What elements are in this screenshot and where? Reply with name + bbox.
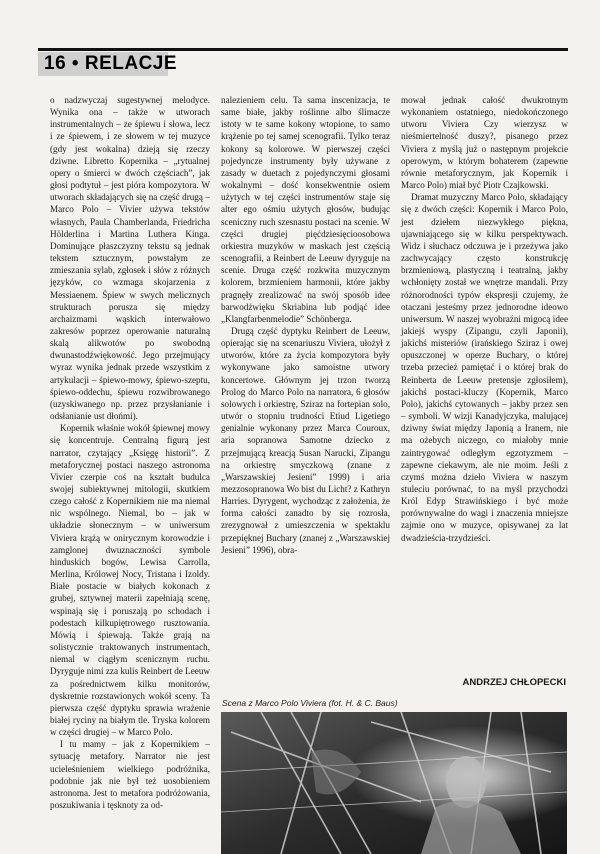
column-2 [221,94,390,556]
stage-photo-image [221,712,567,854]
page-header: 16 • RELACJE [44,53,178,74]
stage-photo [221,712,567,854]
paragraph: mował jednak całość dwukrotnym wykonaniem ostatniego, niedokończonego utworu Viviera Czy wierzysz w nieśmiertelność duszy?, pisanego przez Viviera z myślą już o następnym projekcie operowym, w którym bohaterem (zapewne równie metaforycznym, jak Kopernik i Marco Polo) miał być Piotr Czajkowski. [401,95,568,191]
column-1 [50,94,210,811]
paragraph: nalezieniem celu. Ta sama inscenizacja, te same białe, jakby roślinne albo ślimacze istoty w te same kokony wtopione, to samo krążenie po tej samej scenografii. Tylko teraz kokony są kolorowe. W pierwszej części pojedyncze instrumenty były używane z zasady w duetach z pojedynczymi głosami wokalnymi – dość konsekwentnie osiem użytych w tej części instrumentów staje się alter ego ośmiu użytych głosów, budując sceniczny ruch szesnastu postaci na scenie. W części drugiej pięćdziesięcioosobowa orkiestra muzyków w maskach jest częścią scenografii, a Reinbert de Leeuw dyryguje na scenie. Druga część rozkwita muzycznym kolorem, brzmieniem harmonii, które jakby pragnęły zrealizować na swój sposób idee barwodźwięku Skriabina lub podjąć idee „Klangfarbenmelodie” Schönberga. [221,95,390,324]
header-rule [38,48,568,51]
photo-caption: Scena z Marco Polo Viviera (fot. H. & C. Baus) [222,698,398,708]
column-3 [401,94,568,544]
paragraph: Drugą część dyptyku Reinbert de Leeuw, opierając się na scenariuszu Viviera, ułożył z utworów, które za życia kompozytora były wykonywane jako samoistne utwory koncertowe. Głównym jej trzon tworzą Prolog do Marco Polo na narratora, 6 głosów solowych i orkiestrę, Sziraz na fortepian solo, utwór o stopniu trudności Etiud Ligetiego genialnie wykonany przez Marca Couroux, aria sopranowa Samotne dziecko z przejmującą kreacją Susan Narucki, Zipangu na orkiestrę smyczkową (znane z „Warszawskiej Jesieni” 1999) i aria mezzosopranowa Wo bist du Licht? z Kathryn Harries. Dyrygent, wychodząc z założenia, że forma całości zanadto by się rozrosła, zrezygnował z umieszczenia w spektaklu przepięknej Buchary (znanej z „Warszawskiej Jesieni” 1996), obra- [221,325,390,555]
author-signature: ANDRZEJ CHŁOPECKI [462,677,566,688]
paragraph: I tu mamy – jak z Kopernikiem – sytuację metafory. Narrator nie jest ucieleśnieniem wielkiego podróżnika, podobnie jak nie był też uosobieniem astronoma. Jest to metafora podróżowania, poszukiwania i tęsknoty za od- [50,739,210,811]
paragraph: Kopernik właśnie wokół śpiewnej mowy się koncentruje. Centralną figurą jest narrator, czytający „Księgę historii”. Z metaforycznej postaci naszego astronoma Vivier czerpie coś na kształt budulca swojej subiektywnej mitologii, skutkiem czego całość z Kopernikiem nie ma niemal nic wspólnego. Niemal, bo – jak w układzie słonecznym – w uniwersum Viviera krążą w onirycznym korowodzie i zamglonej dwuznaczności symbole hinduskich bogów, Lewisa Carrolla, Merlina, Królowej Nocy, Tristana i Izoldy. Białe postacie w białych kokonach z grubej, sztywnej materii zapełniają scenę, wspinają się i poruszają po schodach i podestach kilkupiętrowego rusztowania. Mówią i śpiewają. Także grają na solistycznie traktowanych instrumentach, niemal w ciągłym scenicznym ruchu. Dyryguje nimi zza kulis Reinbert de Leeuw za pośrednictwem kilku monitorów, dyskretnie rozstawionych wokół sceny. Ta pierwsza część dyptyku sprawia wrażenie białej ryciny na białym tle. Tryska kolorem w części drugiej – w Marco Polo. [50,423,210,738]
paragraph: Dramat muzyczny Marco Polo, składający się z dwóch części: Kopernik i Marco Polo, jest dziełem niezwykłego piękna, ujawniającego się w kilku perspektywach. Widz i słuchacz odczuwa je i przeżywa jako zachwycający często konstrukcję brzmieniową, plastyczną i teatralną, jakby wchłonięty został we wnętrze mandali. Przy różnorodności typów ekspresji czujemy, że otaczani jesteśmy przez jednorodne ideowo uniwersum. W naszej wyobraźni migocą idee jakiejś wyspy (Zipangu, czyli Japonii), jakichś misteriów (irańskiego Sziraz i owej opuszczonej w operze Buchary, o której trzeba przecież pamiętać i o której brak do Reinberta de Leeuw pretensje zgłosiłem), jakichś postaci-kluczy (Kopernik, Marco Polo), jakichś cytowanych – jakby przez sen – symboli. W wizji Kanadyjczyka, malującej dziwny świat między Japonią a Iranem, nie ma ożebych niczego, co miałoby mnie zaintrygować odległym egzotyzmem – zapewne ciekawym, ale nie moim. Jeśli z czymś można dzieło Viviera w naszym stuleciu porównać, to na myśl przychodzi Król Edyp Strawińskiego i być może porównywalne do wagi i znaczenia mniejsze zajmie ono w muzyce, opisywanej za lat dwadzieścia-trzydzieści. [401,192,568,543]
paragraph: o nadzwyczaj sugestywnej melodyce. Wynika ona – także w utworach instrumentalnych – ze śpiewu i słowa, lecz i ze śpiewem, i ze słowem w tej muzyce (gdy jest wokalna) dzieją się rzeczy dziwne. Libretto Kopernika – „rytualnej opery o śmierci w dwóch częściach”, jak głosi podtytuł – jest pióra kompozytora. W utworach składających się na część drugą – Marco Polo – Vivier używa tekstów własnych, Paula Chamberlanda, Friedricha Hölderlina i Martina Luthera Kinga. Dominujące płaszczyzny tekstu są jednak tekstem sztucznym, powstałym ze zmieszania sylab, zgłosek i słów z różnych języków, co wzmaga skojarzenia z Messiaenem. Śpiew w swych melicznych strukturach porusza się między archaizmami wąskich interwałowo zakresów poprzez operowanie naturalną skalą alikwotów po swobodną dwunastodźwiękowość. Jego przejmujący wyraz wynika jednak przede wszystkim z artykulacji – śpiewo-mowy, śpiewo-szeptu, śpiewo-oddechu, śpiewu rozwibrowanego (uzyskiwanego np. przez przysłanianie i odsłanianie ust dłońmi). [50,95,210,422]
